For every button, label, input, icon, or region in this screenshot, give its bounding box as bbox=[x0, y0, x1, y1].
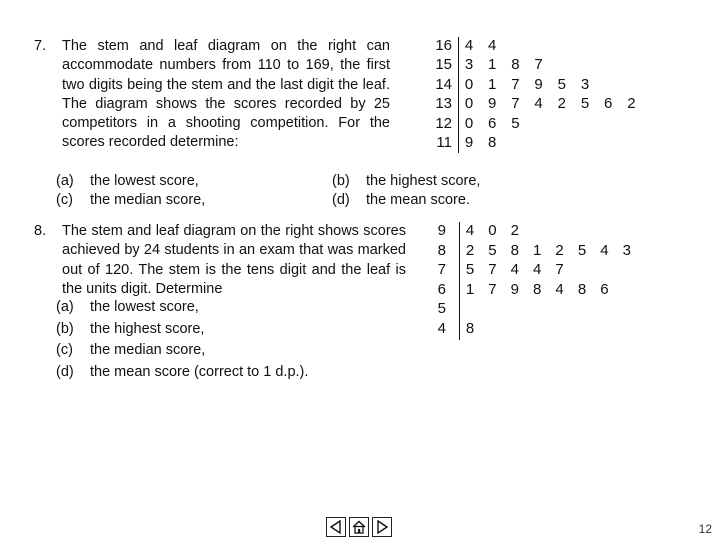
leaf-value: 5 bbox=[488, 241, 497, 259]
part-b bbox=[332, 172, 480, 192]
part-text: the highest score, bbox=[90, 320, 205, 337]
leaf-value: 7 bbox=[534, 56, 543, 74]
leaf-value: 8 bbox=[510, 241, 519, 259]
part-text: the median score, bbox=[90, 342, 206, 358]
part-label: (a) bbox=[56, 299, 74, 315]
page-number: 12 bbox=[698, 522, 712, 536]
part-c bbox=[56, 191, 205, 211]
stem-leaf-divider bbox=[458, 37, 459, 153]
right-arrow-icon bbox=[374, 519, 390, 535]
question-text: The stem and leaf diagram on the right can accommodate numbers from 110 to 169, the first two digits being the stem and the last digit the leaf. The diagram shows the scores recorded by 25 competitors in a shooting competition. For the scores recorded determine: bbox=[62, 38, 390, 151]
leaf-value: 9 bbox=[534, 75, 543, 93]
leaf-value: 4 bbox=[488, 37, 497, 54]
leaf-value: 5 bbox=[511, 114, 520, 132]
stem-value: 15 bbox=[435, 56, 452, 74]
leaf-value: 9 bbox=[464, 134, 474, 151]
part-label: (d) bbox=[332, 192, 350, 208]
part-label: (b) bbox=[332, 173, 350, 189]
leaf-value: 0 bbox=[488, 222, 497, 239]
leaf-value: 2 bbox=[465, 241, 475, 259]
stem-value: 14 bbox=[435, 75, 452, 93]
leaf-value: 0 bbox=[464, 114, 474, 132]
stem-value: 11 bbox=[436, 134, 452, 151]
back-button[interactable] bbox=[326, 517, 346, 537]
question-number: 7. bbox=[34, 38, 47, 54]
leaf-value: 7 bbox=[488, 261, 497, 279]
part-text: the median score, bbox=[90, 192, 206, 208]
leaf-value: 3 bbox=[464, 56, 474, 74]
part-a bbox=[56, 298, 199, 318]
stem-value: 6 bbox=[437, 280, 446, 298]
home-button[interactable] bbox=[349, 517, 369, 537]
part-label: (c) bbox=[56, 192, 73, 208]
leaf-value: 8 bbox=[465, 320, 475, 337]
leaf-value: 9 bbox=[488, 95, 497, 113]
part-text: the mean score (correct to 1 d.p.). bbox=[90, 363, 309, 380]
leaf-value: 6 bbox=[600, 280, 609, 298]
stem-value: 4 bbox=[437, 320, 446, 337]
stem-value: 16 bbox=[435, 37, 452, 54]
leaf-value: 3 bbox=[580, 75, 590, 93]
leaf-value: 2 bbox=[627, 95, 636, 113]
part-a bbox=[56, 172, 199, 192]
leaf-value: 8 bbox=[577, 280, 587, 298]
leaf-value: 2 bbox=[555, 241, 564, 259]
leaf-value: 3 bbox=[622, 241, 631, 259]
leaf-value: 2 bbox=[557, 95, 566, 113]
leaf-value: 1 bbox=[488, 75, 497, 93]
part-label: (a) bbox=[56, 173, 74, 189]
part-text: the lowest score, bbox=[90, 299, 199, 315]
leaf-value: 9 bbox=[510, 280, 519, 298]
leaf-value: 5 bbox=[557, 75, 566, 93]
part-text: the lowest score, bbox=[90, 173, 199, 189]
leaf-value: 7 bbox=[511, 95, 520, 113]
leaf-value: 6 bbox=[604, 95, 613, 113]
leaf-value: 5 bbox=[580, 95, 590, 113]
leaf-value: 0 bbox=[464, 75, 474, 93]
leaf-value: 4 bbox=[464, 37, 474, 54]
part-d bbox=[56, 363, 308, 383]
stem-value: 5 bbox=[437, 300, 446, 318]
home-icon bbox=[351, 519, 367, 535]
part-text: the mean score. bbox=[366, 192, 470, 208]
leaf-value: 2 bbox=[510, 222, 519, 239]
leaf-value: 1 bbox=[465, 280, 475, 298]
leaf-value: 4 bbox=[600, 241, 609, 259]
forward-button[interactable] bbox=[372, 517, 392, 537]
leaf-value: 4 bbox=[533, 261, 542, 279]
leaf-value: 7 bbox=[511, 75, 520, 93]
leaf-value: 4 bbox=[465, 222, 475, 239]
question-number: 8. bbox=[34, 223, 47, 239]
stem-value: 12 bbox=[435, 114, 452, 132]
leaf-value: 0 bbox=[464, 95, 474, 113]
leaf-value: 4 bbox=[534, 95, 543, 113]
leaf-value: 1 bbox=[488, 56, 497, 74]
leaf-value: 8 bbox=[533, 280, 542, 298]
leaf-value: 7 bbox=[555, 261, 564, 279]
left-arrow-icon bbox=[328, 519, 344, 535]
part-label: (c) bbox=[56, 342, 73, 358]
leaf-value: 5 bbox=[465, 261, 475, 279]
stem-value: 7 bbox=[437, 261, 446, 279]
leaf-value: 4 bbox=[510, 261, 519, 279]
leaf-value: 1 bbox=[533, 241, 542, 259]
part-label: (b) bbox=[56, 320, 74, 337]
slide-navigation bbox=[326, 517, 392, 537]
part-d bbox=[332, 191, 470, 211]
part-label: (d) bbox=[56, 363, 74, 380]
part-text: the highest score, bbox=[366, 173, 481, 189]
leaf-value: 7 bbox=[488, 280, 497, 298]
stem-value: 13 bbox=[435, 95, 452, 113]
stem-value: 9 bbox=[437, 222, 446, 239]
stem-value: 8 bbox=[437, 241, 446, 259]
part-c bbox=[56, 341, 205, 361]
question-text: The stem and leaf diagram on the right shows scores achieved by 24 students in an exam that was marked out of 120. The stem is the tens digit and the leaf is the units digit. Determine bbox=[62, 223, 406, 297]
leaf-value: 6 bbox=[488, 114, 497, 132]
leaf-value: 8 bbox=[511, 56, 520, 74]
leaf-value: 8 bbox=[488, 134, 497, 151]
leaf-value: 4 bbox=[555, 280, 564, 298]
stem-leaf-divider bbox=[459, 222, 460, 340]
leaf-value: 5 bbox=[577, 241, 587, 259]
part-b bbox=[56, 320, 204, 340]
